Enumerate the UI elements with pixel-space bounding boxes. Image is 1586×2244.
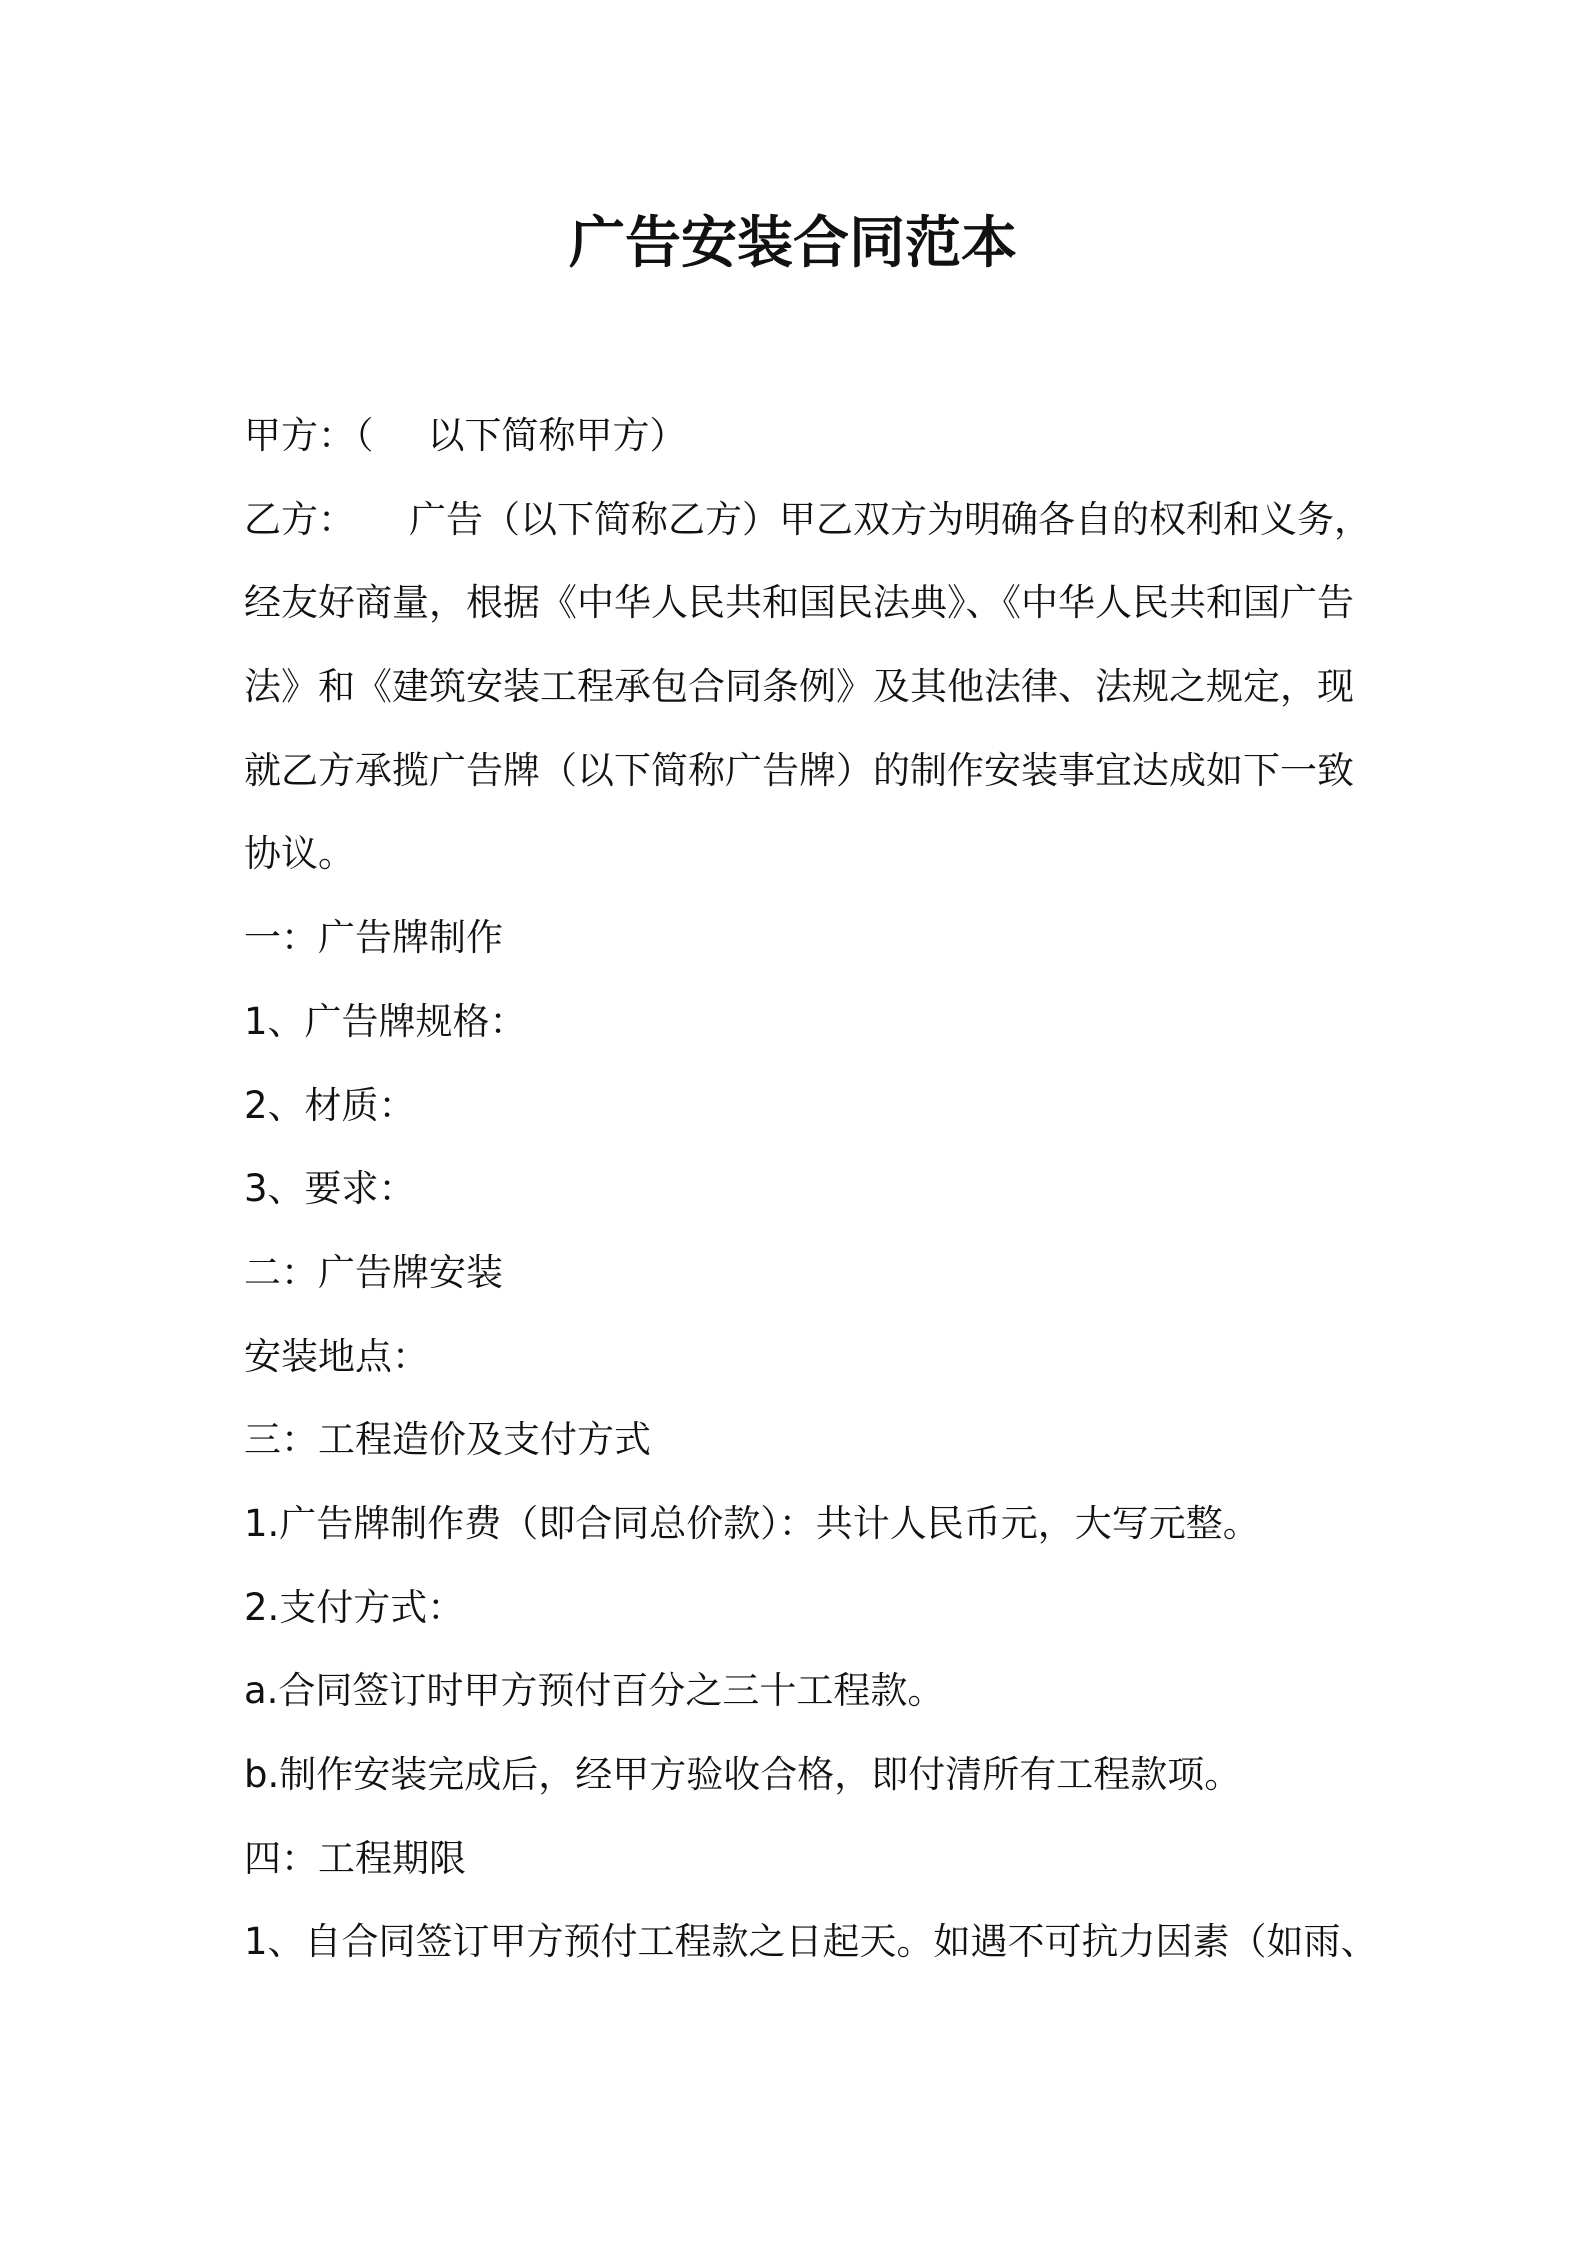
- section-3-item: b.制作安装完成后，经甲方验收合格，即付清所有工程款项。: [244, 1753, 1242, 1796]
- section-4-item: 1、自合同签订甲方预付工程款之日起天。如遇不可抗力因素（如雨、: [244, 1920, 1378, 1964]
- section-1-item: 1、广告牌规格：: [244, 999, 527, 1043]
- section-2-item: 安装地点：: [244, 1334, 429, 1378]
- party-b-text: 广告（以下简称乙方）甲乙双方为明确各自的权利和义务，: [409, 497, 1371, 541]
- party-b-line: [244, 478, 1374, 562]
- section-3-item: 2.支付方式：: [244, 1585, 465, 1629]
- section-1-item: 3、要求：: [244, 1167, 416, 1211]
- party-b-label: 乙方：: [244, 497, 355, 541]
- section-3-item: a.合同签订时甲方预付百分之三十工程款。: [244, 1669, 945, 1713]
- section-1-heading: 一：广告牌制作: [244, 916, 503, 960]
- party-a-text: 以下简称甲方）: [427, 414, 687, 457]
- section-4-heading: 四：工程期限: [244, 1836, 466, 1880]
- preamble-line: 就乙方承揽广告牌（以下简称广告牌）的制作安装事宜达成如下一致: [244, 748, 1354, 792]
- section-1-item: 2、材质：: [244, 1083, 416, 1127]
- preamble-line: 经友好商量，根据《中华人民共和国民法典》、《中华人民共和国广告: [244, 581, 1354, 625]
- section-3-item: 1.广告牌制作费（即合同总价款）：共计人民币元，大写元整。: [244, 1501, 1260, 1545]
- section-3-heading: 三：工程造价及支付方式: [244, 1418, 651, 1462]
- party-a-label: 甲方：（: [244, 414, 374, 457]
- document-body: [244, 394, 1378, 1984]
- preamble-line: 法》和《建筑安装工程承包合同条例》及其他法律、法规之规定，现: [244, 665, 1354, 709]
- preamble-line: 协议。: [244, 832, 355, 876]
- document-title: 广告安装合同范本: [569, 211, 1017, 276]
- party-a-line: [244, 394, 1374, 478]
- section-2-heading: 二：广告牌安装: [244, 1250, 503, 1294]
